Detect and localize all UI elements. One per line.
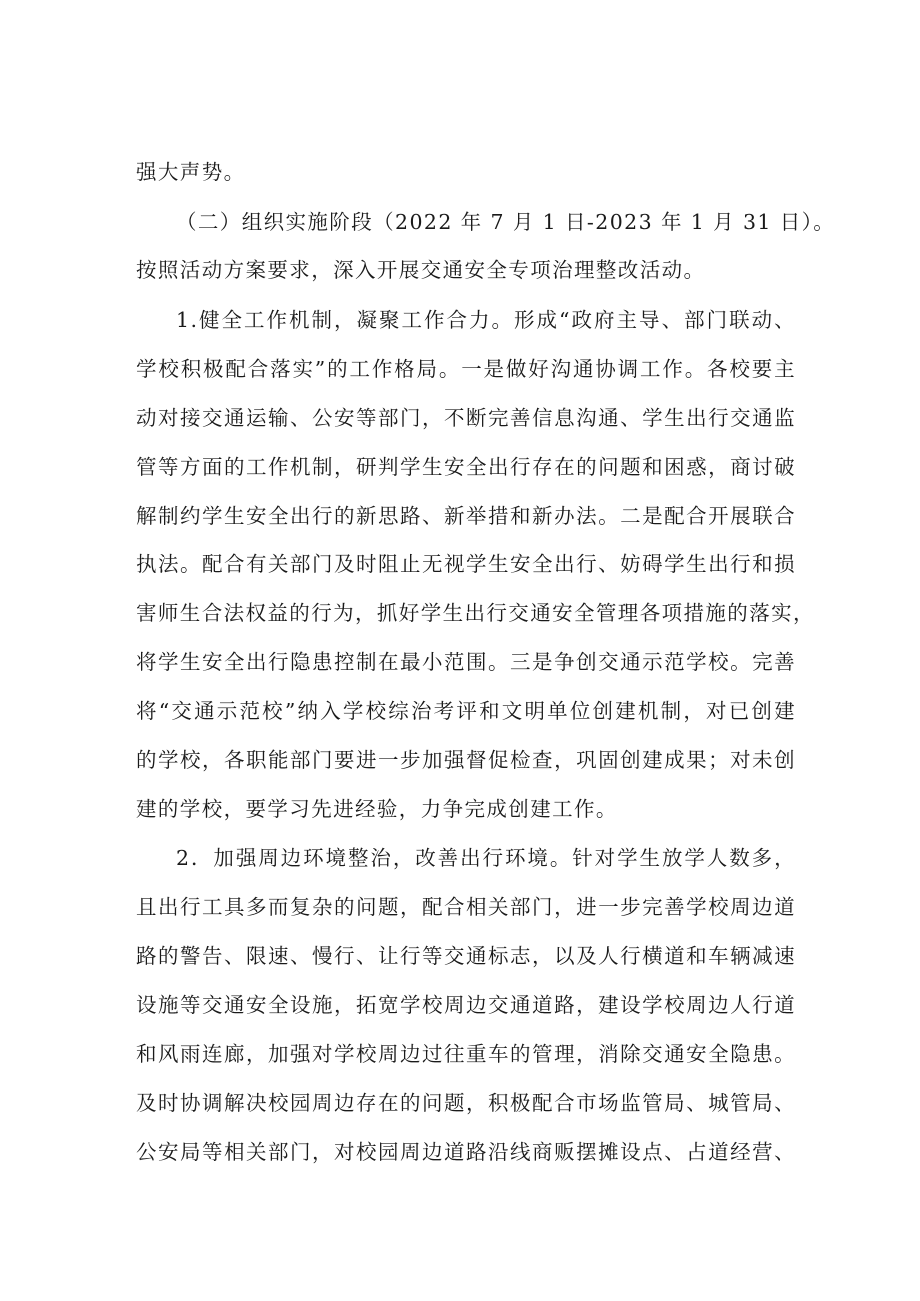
- text-line: 按照活动方案要求，深入开展交通安全专项治理整改活动。: [136, 258, 706, 282]
- text-line: 执法。配合有关部门及时阻止无视学生安全出行、妨碍学生出行和损: [136, 552, 796, 576]
- text-line: 公安局等相关部门，对校园周边道路沿线商贩摆摊设点、占道经营、: [136, 1140, 796, 1164]
- text-line: 将学生安全出行隐患控制在最小范围。三是争创交通示范学校。完善: [136, 650, 796, 674]
- text-line: 动对接交通运输、公安等部门，不断完善信息沟通、学生出行交通监: [136, 406, 796, 430]
- section-heading: （二）组织实施阶段（2022 年 7 月 1 日-2023 年 1 月 31 日）。: [176, 210, 836, 234]
- text-line: 和风雨连廊，加强对学校周边过往重车的管理，消除交通安全隐患。: [136, 1042, 796, 1066]
- text-line: 路的警告、限速、慢行、让行等交通标志，以及人行横道和车辆减速: [136, 944, 796, 968]
- text-line: 设施等交通安全设施，拓宽学校周边交通道路，建设学校周边人行道: [136, 993, 796, 1017]
- text-line: 将“交通示范校”纳入学校综治考评和文明单位创建机制，对已创建: [136, 699, 796, 723]
- text-line: 及时协调解决校园周边存在的问题，积极配合市场监管局、城管局、: [136, 1091, 796, 1115]
- text-line: 解制约学生安全出行的新思路、新举措和新办法。二是配合开展联合: [136, 504, 796, 528]
- item-heading: 1.健全工作机制，凝聚工作合力。形成“政府主导、部门联动、: [176, 308, 796, 332]
- text-line: 强大声势。: [136, 160, 246, 184]
- text-line: 管等方面的工作机制，研判学生安全出行存在的问题和困惑，商讨破: [136, 455, 796, 479]
- text-line: 学校积极配合落实”的工作格局。一是做好沟通协调工作。各校要主: [136, 357, 796, 381]
- text-line: 且出行工具多而复杂的问题，配合相关部门，进一步完善学校周边道: [136, 895, 796, 919]
- item-heading: 2．加强周边环境整治，改善出行环境。针对学生放学人数多，: [176, 846, 796, 870]
- text-line: 的学校，各职能部门要进一步加强督促检查，巩固创建成果；对未创: [136, 748, 796, 772]
- text-line: 害师生合法权益的行为，抓好学生出行交通安全管理各项措施的落实，: [136, 601, 815, 625]
- text-line: 建的学校，要学习先进经验，力争完成创建工作。: [136, 797, 618, 821]
